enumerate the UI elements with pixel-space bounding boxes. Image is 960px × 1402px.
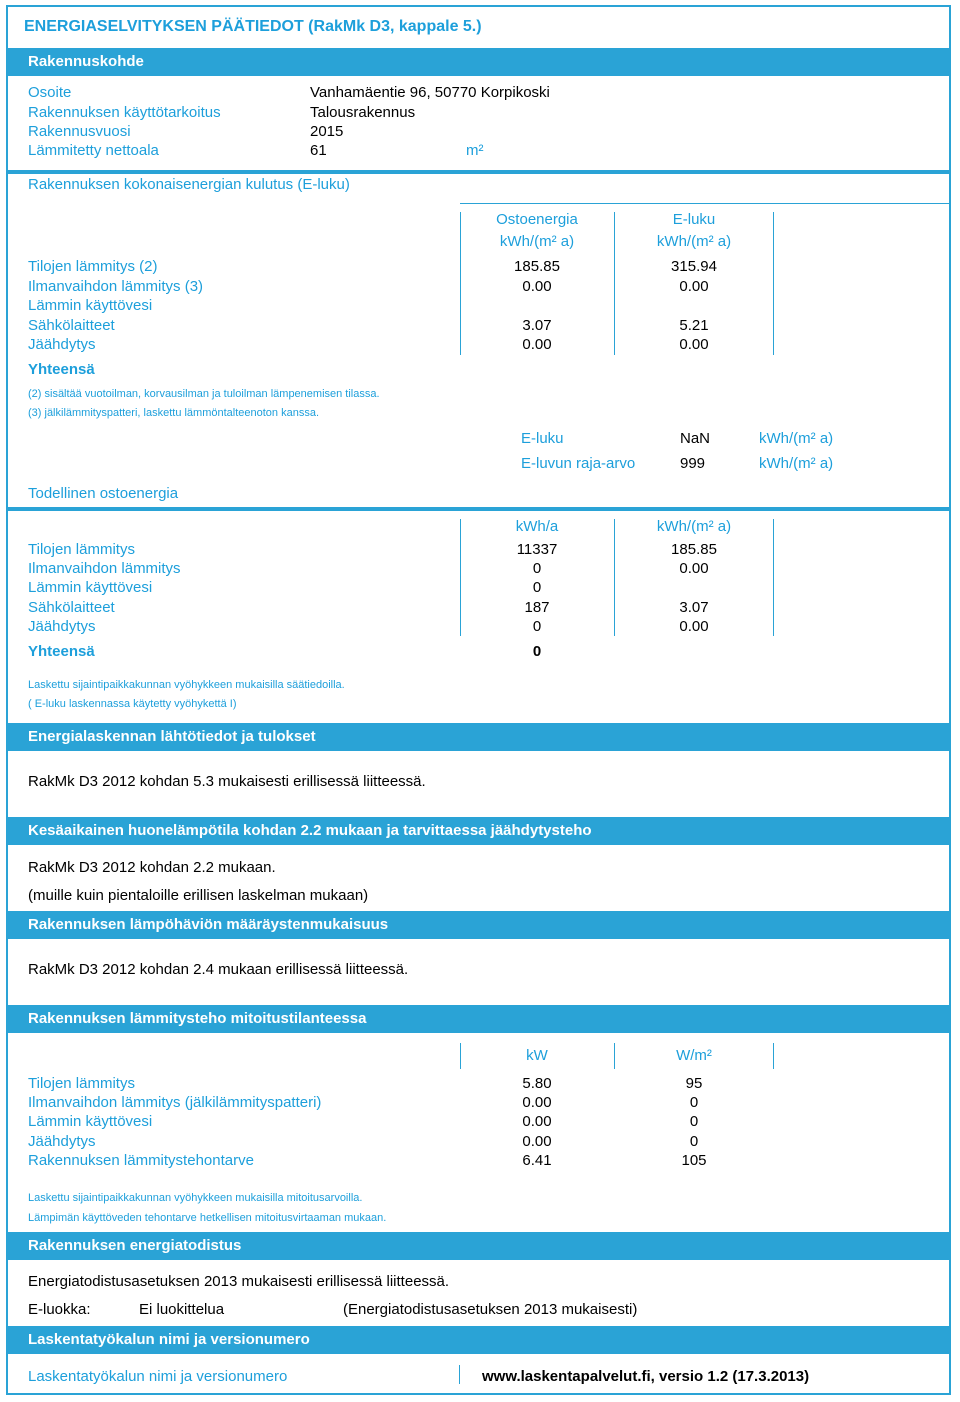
label-osoite: Osoite — [28, 84, 72, 101]
section-header-tyokalu: Laskentatyökalun nimi ja versionumero — [8, 1326, 951, 1354]
row-label: Ilmanvaihdon lämmitys (jälkilämmityspatteri) — [28, 1094, 322, 1111]
summary-eluku-label: E-luku — [521, 430, 564, 447]
eluokka-note: (Energiatodistusasetuksen 2013 mukaisesti) — [343, 1301, 638, 1318]
footnote: Laskettu sijaintipaikkakunnan vyöhykkeen mukaisilla säätiedoilla. — [28, 679, 345, 691]
row-value: 0 — [689, 1094, 699, 1111]
footnote: Laskettu sijaintipaikkakunnan vyöhykkeen mukaisilla mitoitusarvoilla. — [28, 1192, 363, 1204]
page-title: ENERGIASELVITYKSEN PÄÄTIEDOT (RakMk D3, kappale 5.) — [24, 18, 482, 35]
row-value: 0.00 — [522, 1133, 552, 1150]
eluokka-value: Ei luokittelua — [139, 1301, 225, 1318]
row-value: 0 — [689, 1113, 699, 1130]
row-value: 0 — [689, 1133, 699, 1150]
row-value: 0.00 — [522, 336, 552, 353]
column-divider — [614, 519, 615, 636]
row-value: 5.21 — [679, 317, 709, 334]
kesa-text: (muille kuin pientaloille erillisen laskelman mukaan) — [28, 887, 369, 904]
row-value: 95 — [685, 1075, 703, 1092]
value-nettoala: 61 — [310, 142, 327, 159]
footnote: (2) sisältää vuotoilman, korvausilman ja tuloilman lämpenemisen tilassa. — [28, 388, 380, 400]
column-divider — [614, 212, 615, 355]
row-label: Rakennuksen lämmitystehontarve — [28, 1152, 254, 1169]
section-header-lampohavio: Rakennuksen lämpöhäviön määräystenmukaisuus — [8, 911, 951, 939]
value-osoite: Vanhamäentie 96, 50770 Korpikoski — [310, 84, 550, 101]
tyokalu-label: Laskentatyökalun nimi ja versionumero — [28, 1368, 288, 1385]
column-divider — [459, 1365, 460, 1384]
column-divider — [773, 519, 774, 636]
row-label: Tilojen lämmitys — [28, 541, 135, 558]
eluokka-label: E-luokka: — [28, 1301, 91, 1318]
section-header-todistus: Rakennuksen energiatodistus — [8, 1232, 951, 1260]
row-value: 0.00 — [679, 336, 709, 353]
col-unit-ostoenergia: kWh/(m² a) — [499, 233, 575, 250]
col-unit-wm2: W/m² — [676, 1047, 712, 1064]
total-label: Yhteensä — [28, 361, 95, 378]
todistus-text: Energiatodistusasetuksen 2013 mukaisesti erillisessä liitteessä. — [28, 1273, 450, 1290]
col-unit-kwhm2a: kWh/(m² a) — [656, 518, 732, 535]
row-value: 0.00 — [522, 1094, 552, 1111]
row-label: Jäähdytys — [28, 336, 96, 353]
section-header-lahtotiedot: Energialaskennan lähtötiedot ja tulokset — [8, 723, 951, 751]
row-value: 0.00 — [679, 560, 709, 577]
column-divider — [773, 1043, 774, 1069]
row-value: 0.00 — [679, 618, 709, 635]
lampohavio-text: RakMk D3 2012 kohdan 2.4 mukaan erillisessä liitteessä. — [28, 961, 409, 978]
row-value: 0.00 — [522, 278, 552, 295]
row-value: 185.85 — [514, 258, 560, 275]
row-value: 11337 — [516, 541, 558, 558]
summary-raja-label: E-luvun raja-arvo — [521, 455, 636, 472]
section-header-ostoenergia: Todellinen ostoenergia — [28, 485, 179, 502]
column-divider — [614, 1043, 615, 1069]
row-value: 0.00 — [522, 1113, 552, 1130]
lahtotiedot-text: RakMk D3 2012 kohdan 5.3 mukaisesti erillisessä liitteessä. — [28, 773, 426, 790]
row-value: 3.07 — [522, 317, 552, 334]
row-value: 105 — [681, 1152, 707, 1169]
row-label: Sähkölaitteet — [28, 599, 115, 616]
value-rakennusvuosi: 2015 — [310, 123, 344, 140]
row-value: 3.07 — [679, 599, 709, 616]
row-label: Jäähdytys — [28, 618, 96, 635]
row-value: 315.94 — [671, 258, 717, 275]
row-value: 5.80 — [522, 1075, 552, 1092]
column-divider — [773, 212, 774, 355]
col-unit-kw: kW — [526, 1047, 548, 1064]
row-value: 0 — [532, 579, 542, 596]
total-label: Yhteensä — [28, 643, 95, 660]
summary-raja-unit: kWh/(m² a) — [759, 455, 834, 472]
value-kayttotarkoitus: Talousrakennus — [310, 104, 416, 121]
row-label: Ilmanvaihdon lämmitys — [28, 560, 181, 577]
section-divider — [8, 170, 951, 174]
section-header-lammitysteho: Rakennuksen lämmitysteho mitoitustilanteessa — [8, 1005, 951, 1033]
section-header-eluku: Rakennuksen kokonaisenergian kulutus (E-luku) — [28, 176, 350, 193]
section-header-rakennuskohde: Rakennuskohde — [8, 48, 951, 76]
col-unit-kwha: kWh/a — [515, 518, 559, 535]
row-value: 0 — [532, 618, 542, 635]
summary-eluku-value: NaN — [680, 430, 711, 447]
label-rakennusvuosi: Rakennusvuosi — [28, 123, 131, 140]
unit-nettoala: m² — [466, 142, 484, 159]
label-kayttotarkoitus: Rakennuksen käyttötarkoitus — [28, 104, 221, 121]
column-divider — [460, 519, 461, 636]
col-unit-eluku: kWh/(m² a) — [656, 233, 732, 250]
footnote: ( E-luku laskennassa käytetty vyöhykettä I) — [28, 698, 237, 710]
footnote: (3) jälkilämmityspatteri, laskettu lämmöntalteenoton kanssa. — [28, 407, 320, 419]
table-top-rule — [460, 203, 950, 204]
summary-raja-value: 999 — [680, 455, 706, 472]
row-value: 0 — [532, 560, 542, 577]
row-label: Lämmin käyttövesi — [28, 1113, 153, 1130]
total-value: 0 — [532, 643, 542, 660]
row-label: Tilojen lämmitys — [28, 1075, 135, 1092]
kesa-text: RakMk D3 2012 kohdan 2.2 mukaan. — [28, 859, 276, 876]
summary-eluku-unit: kWh/(m² a) — [759, 430, 834, 447]
section-divider — [8, 507, 951, 511]
col-header-ostoenergia: Ostoenergia — [496, 211, 578, 228]
col-header-eluku: E-luku — [672, 211, 716, 228]
row-value: 185.85 — [671, 541, 717, 558]
column-divider — [460, 1043, 461, 1069]
row-label: Jäähdytys — [28, 1133, 96, 1150]
section-header-kesa: Kesäaikainen huonelämpötila kohdan 2.2 mukaan ja tarvittaessa jäähdytysteho — [8, 817, 951, 845]
tyokalu-value: www.laskentapalvelut.fi, versio 1.2 (17.3.2013) — [482, 1368, 810, 1385]
row-value: 6.41 — [522, 1152, 552, 1169]
row-label: Tilojen lämmitys (2) — [28, 258, 158, 275]
label-nettoala: Lämmitetty nettoala — [28, 142, 159, 159]
row-value: 187 — [524, 599, 550, 616]
row-label: Lämmin käyttövesi — [28, 297, 153, 314]
row-value: 0.00 — [679, 278, 709, 295]
row-label: Ilmanvaihdon lämmitys (3) — [28, 278, 204, 295]
footnote: Lämpimän käyttöveden tehontarve hetkellisen mitoitusvirtaaman mukaan. — [28, 1212, 387, 1224]
row-label: Sähkölaitteet — [28, 317, 115, 334]
column-divider — [460, 212, 461, 355]
row-label: Lämmin käyttövesi — [28, 579, 153, 596]
